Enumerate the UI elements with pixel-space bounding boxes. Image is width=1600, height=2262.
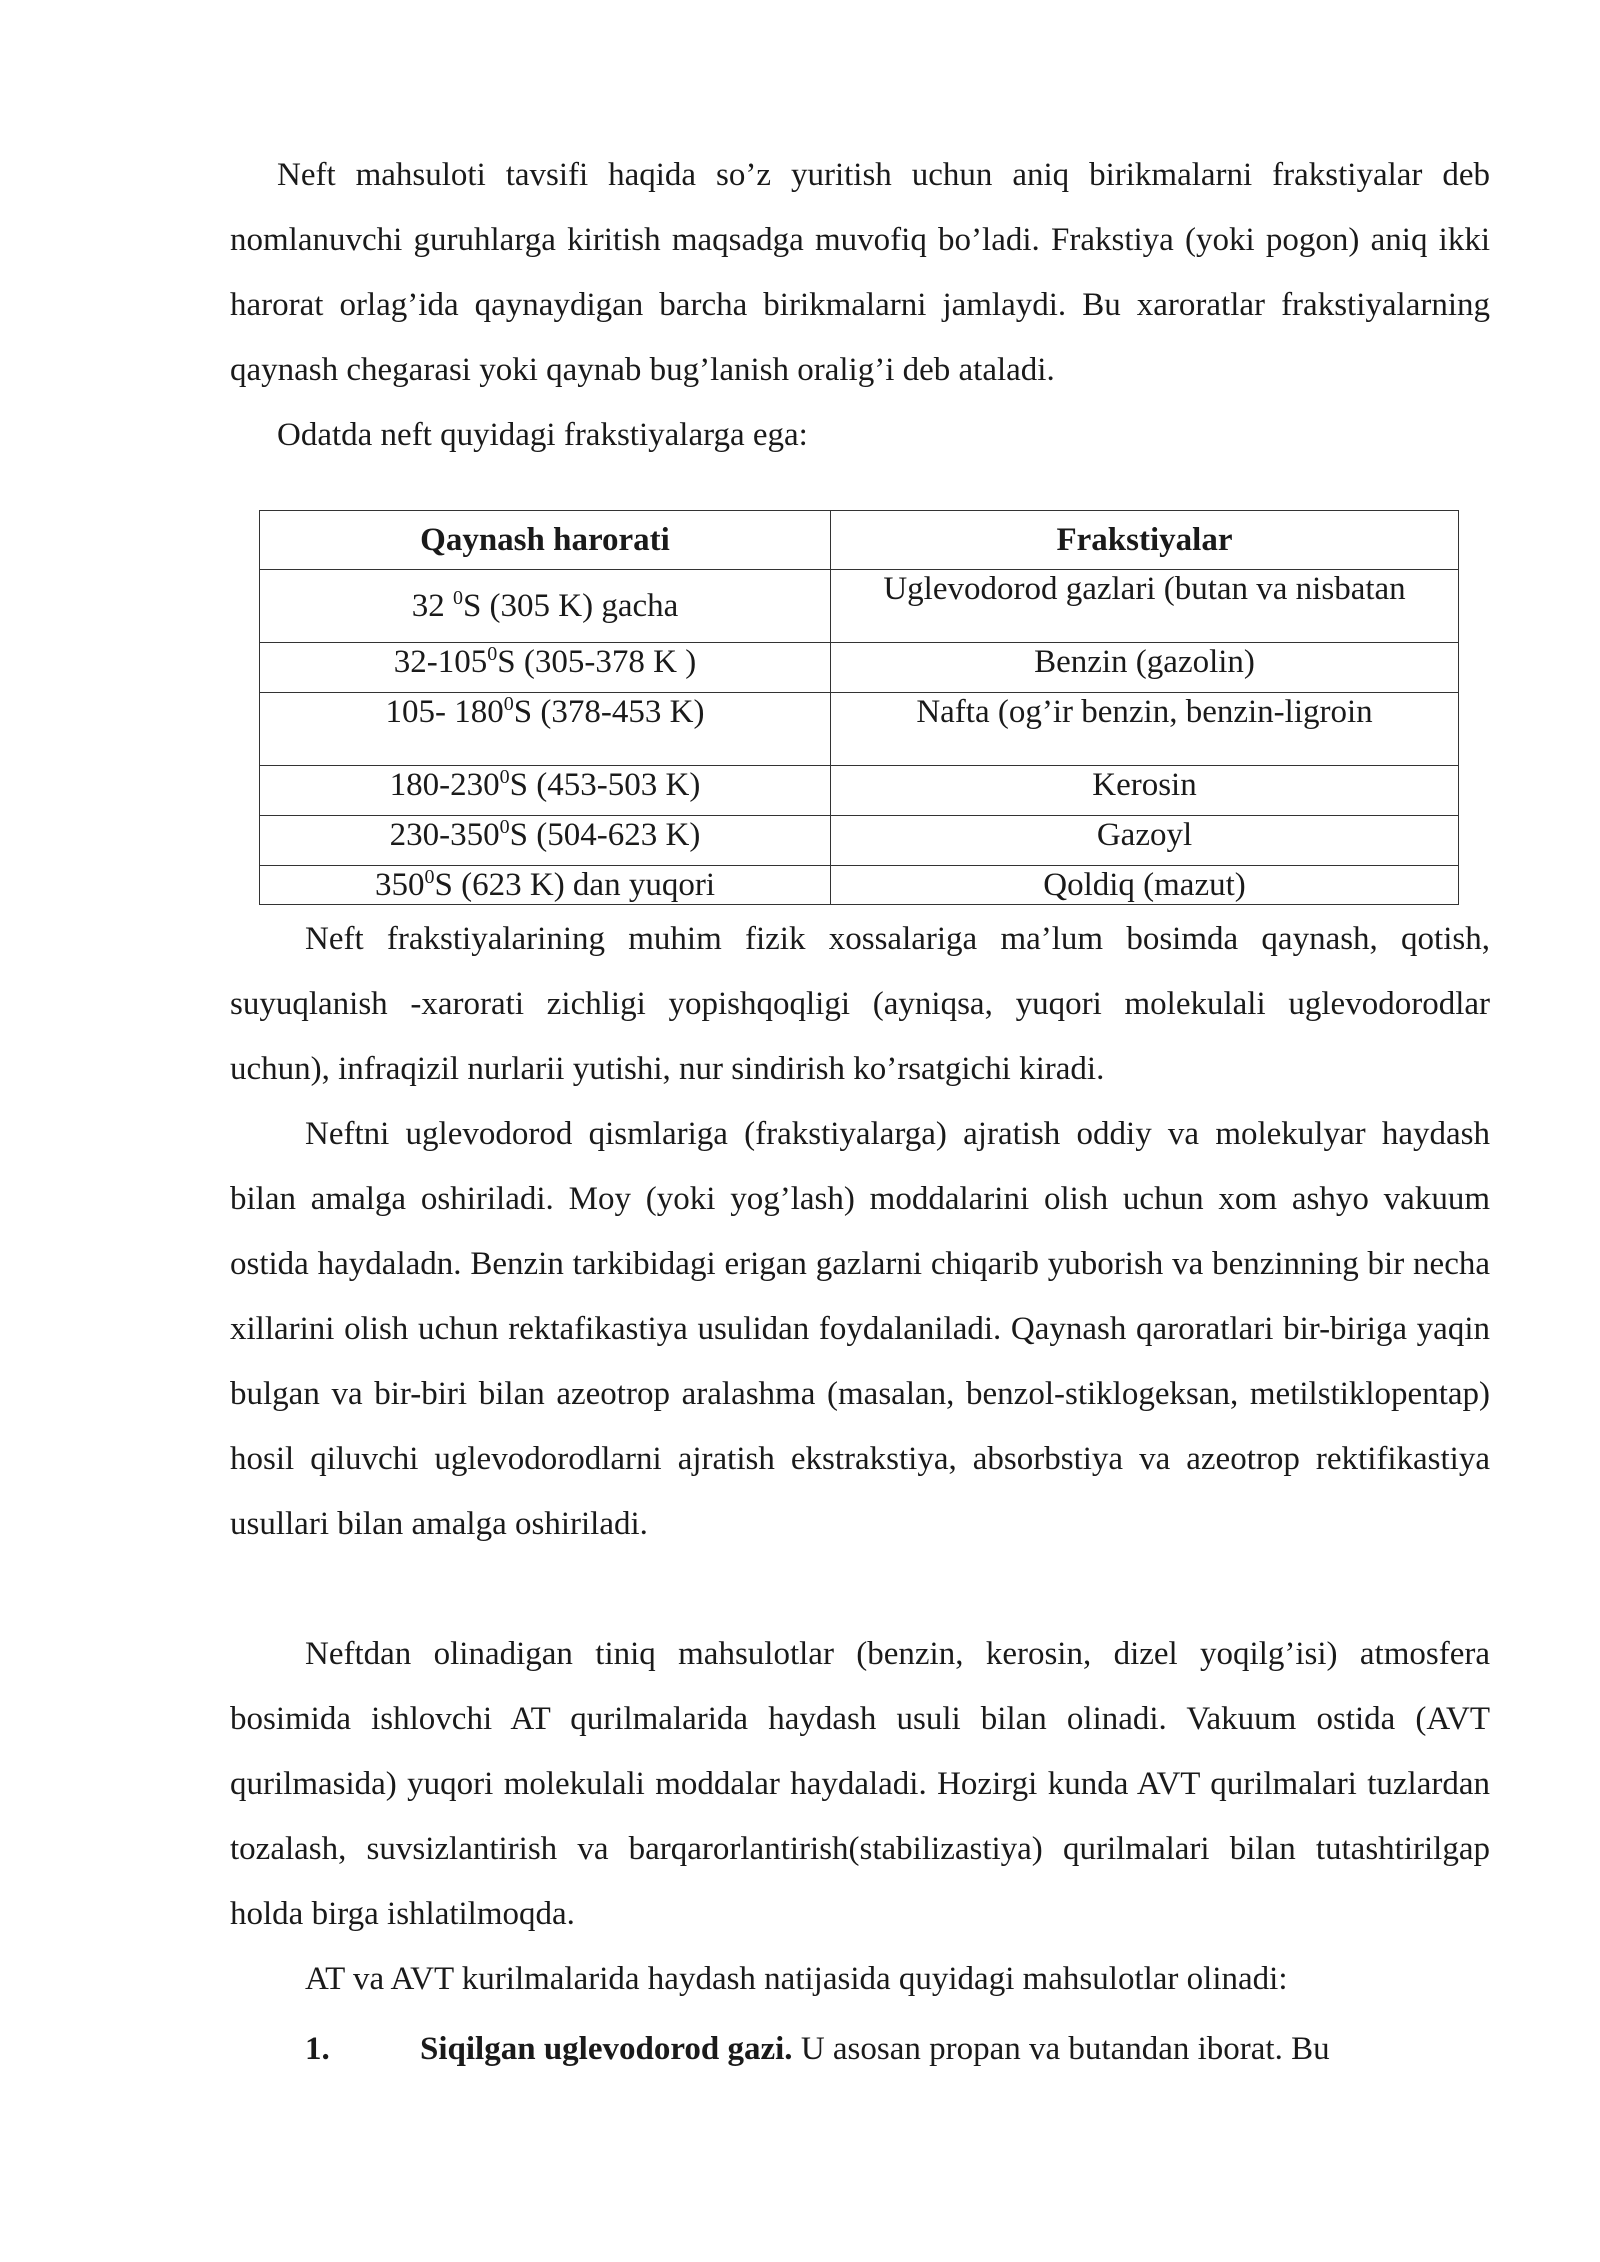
temperature-cell: $230-350^0S$ (504-623 K) [260, 816, 831, 866]
temperature-cell: $32-105^0S$ (305-378 K ) [260, 643, 831, 693]
temperature-cell: $180-230^0S$ (453-503 K) [260, 766, 831, 816]
list-item-number: 1. [305, 2031, 330, 2067]
fraction-cell: Nafta (og’ir benzin, benzin-ligroin [831, 693, 1459, 766]
fraction-cell: Qoldiq (mazut) [831, 866, 1459, 905]
table-row [260, 693, 1459, 766]
table-row [260, 866, 1459, 905]
fraction-cell: Gazoyl [831, 816, 1459, 866]
list-item-title: Siqilgan uglevodorod gazi. [420, 2031, 793, 2067]
paragraph-light-products: Neftdan olinadigan tiniq mahsulotlar (benzin, kerosin, dizel yoqilg’isi) atmosfera bosimida ishlovchi AT qurilmalarida haydash usuli bilan olinadi. Vakuum ostida (AVT qurilmasida) yuqori molekulali moddalar haydaladi. Hozirgi kunda AVT qurilmalari tuzlardan tozalash, suvsizlantirish va barqarorlantirish(stabilizastiya) qurilmalari bilan tutashtirilgap holda birga ishlatilmoqda. [230, 1636, 1490, 1932]
temperature-cell: 105- $180^0S$ (378-453 K) [260, 693, 831, 766]
temperature-cell: $350^0S$ (623 K) dan yuqori [260, 866, 831, 905]
list-item-text: U asosan propan va butandan iborat. Bu [792, 2031, 1330, 2067]
fractions-table [259, 510, 1459, 905]
table-row [260, 570, 1459, 643]
table-header-row [260, 511, 1459, 570]
table-row [260, 816, 1459, 866]
fraction-cell: Benzin (gazolin) [831, 643, 1459, 693]
table-row [260, 766, 1459, 816]
paragraph-separation-methods: Neftni uglevodorod qismlariga (frakstiyalarga) ajratish oddiy va molekulyar haydash bilan amalga oshiriladi. Moy (yoki yog’lash) moddalarini olish uchun xom ashyo vakuum ostida haydaladn. Benzin tarkibidagi erigan gazlarni chiqarib yuborish va benzinning bir necha xillarini olish uchun rektafikastiya usulidan foydalaniladi. Qaynash qaroratlari bir-biriga yaqin bulgan va bir-biri bilan azeotrop aralashma (masalan, benzol-stiklogeksan, metilstiklopentap) hosil qiluvchi uglevodorodlarni ajratish ekstrakstiya, absorbstiya va azeotrop rektifikastiya usullari bilan amalga oshiriladi. [230, 1116, 1490, 1542]
table-row [260, 643, 1459, 693]
paragraph-table-lead: Odatda neft quyidagi frakstiyalarga ega: [277, 417, 808, 453]
temperature-cell: 32 $^0$S (305 K) gacha [260, 570, 831, 643]
paragraph-intro: Neft mahsuloti tavsifi haqida so’z yuritish uchun aniq birikmalarni frakstiyalar deb nomlanuvchi guruhlarga kiritish maqsadga muvofiq bo’ladi. Frakstiya (yoki pogon) aniq ikki harorat orlag’ida qaynaydigan barcha birikmalarni jamlaydi. Bu xaroratlar frakstiyalarning qaynash chegarasi yoki qaynab bug’lanish oralig’i deb ataladi. [230, 157, 1490, 388]
header-fractions: Frakstiyalar [831, 511, 1459, 570]
paragraph-physical-properties: Neft frakstiyalarining muhim fizik xossalariga ma’lum bosimda qaynash, qotish, suyuqlanish -xarorati zichligi yopishqoqligi (ayniqsa, yuqori molekulali uglevodorodlar uchun), infraqizil nurlarii yutishi, nur sindirish ko’rsatgichi kiradi. [230, 921, 1490, 1087]
fraction-cell: Kerosin [831, 766, 1459, 816]
header-boiling-temperature: Qaynash harorati [260, 511, 831, 570]
list-item-body [420, 2017, 1330, 2082]
paragraph-products-lead: AT va AVT kurilmalarida haydash natijasida quyidagi mahsulotlar olinadi: [305, 1961, 1288, 1997]
fraction-cell: Uglevodorod gazlari (butan va nisbatan [831, 570, 1459, 643]
